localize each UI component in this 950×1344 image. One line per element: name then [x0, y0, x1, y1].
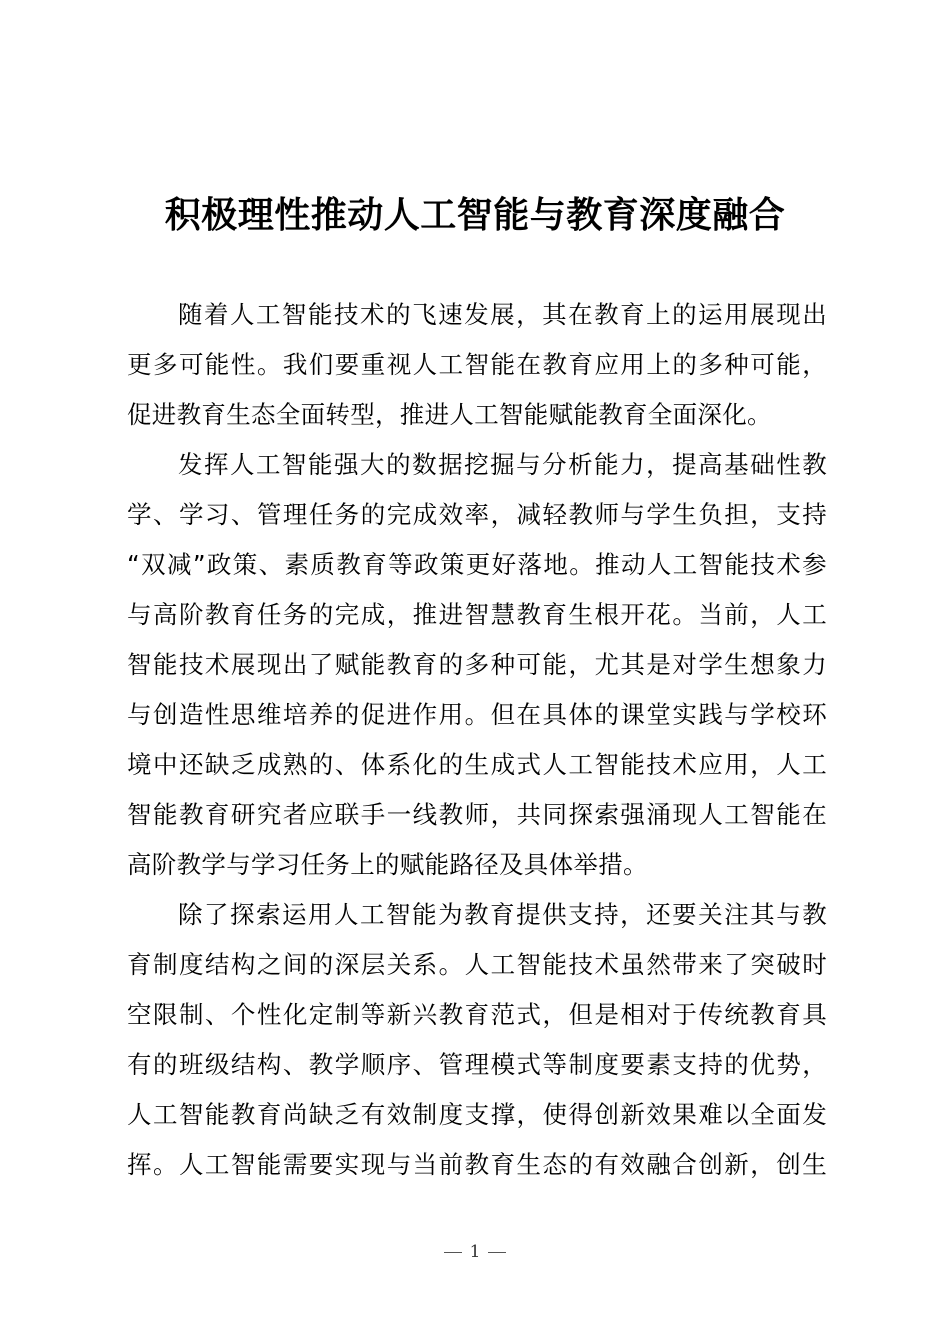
text-line: 空限制、个性化定制等新兴教育范式，但是相对于传统教育具 [127, 1000, 827, 1029]
text-line: 促进教育生态全面转型，推进人工智能赋能教育全面深化。 [127, 400, 772, 429]
text-line: 随着人工智能技术的飞速发展，其在教育上的运用展现出 [178, 300, 827, 329]
footer-dash-right [488, 1252, 506, 1253]
text-line: 与高阶教育任务的完成，推进智慧教育生根开花。当前，人工 [127, 600, 827, 629]
footer-dash-left [444, 1252, 462, 1253]
text-line: 挥。人工智能需要实现与当前教育生态的有效融合创新，创生 [127, 1150, 827, 1179]
page-number: 1 [469, 1242, 481, 1262]
document-body [127, 290, 827, 1190]
page-footer [0, 1242, 950, 1262]
paragraph-2 [127, 440, 827, 890]
text-line: 除了探索运用人工智能为教育提供支持，还要关注其与教 [178, 900, 827, 929]
text-line: 高阶教学与学习任务上的赋能路径及具体举措。 [127, 850, 648, 879]
text-line: 发挥人工智能强大的数据挖掘与分析能力，提高基础性教 [178, 450, 827, 479]
text-line: 智能教育研究者应联手一线教师，共同探索强涌现人工智能在 [127, 800, 827, 829]
paragraph-3 [127, 890, 827, 1190]
text-line: 与创造性思维培养的促进作用。但在具体的课堂实践与学校环 [127, 700, 827, 729]
text-line: 智能技术展现出了赋能教育的多种可能，尤其是对学生想象力 [127, 650, 827, 679]
text-line: 育制度结构之间的深层关系。人工智能技术虽然带来了突破时 [127, 950, 827, 979]
text-line: “双减”政策、素质教育等政策更好落地。推动人工智能技术参 [127, 550, 827, 579]
text-line: 更多可能性。我们要重视人工智能在教育应用上的多种可能， [127, 350, 827, 379]
paragraph-1 [127, 290, 827, 440]
text-line: 学、学习、管理任务的完成效率，减轻教师与学生负担，支持 [127, 500, 827, 529]
text-line: 人工智能教育尚缺乏有效制度支撑，使得创新效果难以全面发 [127, 1100, 827, 1129]
text-line: 有的班级结构、教学顺序、管理模式等制度要素支持的优势， [127, 1050, 827, 1079]
document-title: 积极理性推动人工智能与教育深度融合 [164, 194, 786, 236]
text-line: 境中还缺乏成熟的、体系化的生成式人工智能技术应用，人工 [127, 750, 827, 779]
